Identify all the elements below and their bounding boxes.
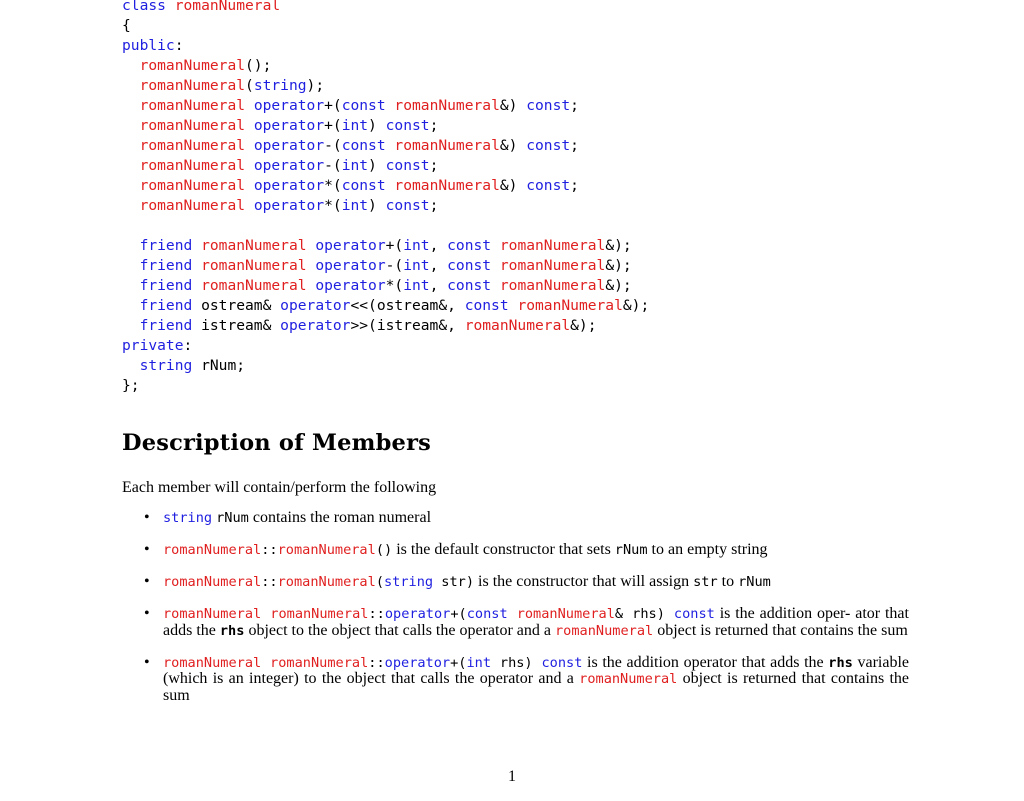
code-keyword: friend [139, 237, 193, 254]
member-description-item [141, 510, 909, 527]
inline-code: romanNumeral [516, 606, 615, 622]
code-text: &) [499, 177, 527, 194]
code-text [122, 257, 140, 274]
code-text [122, 297, 140, 314]
code-keyword: friend [139, 297, 193, 314]
description-text: object is returned that contains the sum [653, 621, 908, 639]
inline-code: :: [261, 574, 278, 590]
inline-code [261, 655, 270, 671]
code-text [122, 117, 140, 134]
description-text: is the addition oper- ator that adds the [163, 605, 909, 639]
inline-code: romanNumeral [277, 574, 376, 590]
bullet-icon: • [144, 541, 150, 558]
bullet-icon: • [144, 605, 150, 622]
code-text [491, 237, 500, 254]
inline-code: :: [368, 606, 385, 622]
code-line [122, 116, 649, 136]
description-text: object is returned that contains the sum [163, 670, 910, 704]
code-keyword: const [385, 157, 430, 174]
code-line [122, 56, 649, 76]
code-line [122, 196, 649, 216]
code-keyword: class [122, 0, 175, 14]
code-type-name: romanNumeral [464, 317, 571, 334]
inline-code: romanNumeral [277, 542, 376, 558]
code-text: ; [429, 197, 439, 214]
code-text [122, 97, 140, 114]
code-text [307, 237, 316, 254]
code-keyword: operator [253, 157, 325, 174]
inline-code [261, 606, 270, 622]
code-text: }; [122, 377, 140, 394]
inline-code: romanNumeral [270, 606, 369, 622]
code-text [245, 137, 254, 154]
code-text: : [174, 37, 184, 54]
code-keyword: const [385, 117, 430, 134]
bullet-icon: • [144, 573, 150, 590]
inline-code: rNum [738, 574, 771, 590]
code-text: &); [605, 237, 632, 254]
code-text [307, 277, 316, 294]
code-text: *( [385, 277, 404, 294]
code-type-name: romanNumeral [517, 297, 623, 314]
code-keyword: const [447, 257, 492, 274]
code-text: &); [570, 317, 597, 334]
code-text [122, 237, 140, 254]
code-line [122, 36, 649, 56]
code-text [122, 357, 140, 374]
member-description-item [141, 606, 909, 639]
member-description-item [141, 655, 909, 705]
code-keyword: operator [315, 237, 386, 254]
member-description-item [141, 542, 909, 559]
code-type-name: romanNumeral [394, 97, 500, 114]
code-line [122, 136, 649, 156]
code-text: &) [499, 137, 527, 154]
code-text: &); [622, 297, 650, 314]
code-line [122, 336, 649, 356]
code-keyword: public [122, 37, 175, 54]
code-keyword: operator [253, 137, 325, 154]
code-text [122, 77, 140, 94]
code-line [122, 276, 649, 296]
code-keyword: int [341, 157, 369, 174]
inline-code: const [541, 654, 583, 671]
description-text: variable (which is an integer) to the object that calls the operator and a [163, 653, 910, 687]
code-text: ; [570, 177, 579, 194]
code-text [307, 257, 316, 274]
inline-code: rNum [216, 510, 249, 526]
code-text: { [122, 17, 131, 34]
description-text: object to the object that calls the operator and a [244, 621, 555, 639]
code-text: -( [385, 257, 404, 274]
code-text: : [183, 337, 193, 354]
code-text: -( [324, 137, 342, 154]
code-keyword: const [447, 277, 492, 294]
inline-code: romanNumeral [554, 622, 654, 639]
code-type-name: romanNumeral [394, 137, 500, 154]
code-text: &) [499, 97, 527, 114]
section-heading: Description of Members [122, 430, 431, 456]
code-keyword: int [403, 237, 430, 254]
code-type-name: romanNumeral [139, 77, 246, 94]
code-type-name: romanNumeral [139, 137, 246, 154]
inline-code: () [375, 542, 393, 558]
inline-code: int [466, 654, 492, 671]
page-number: 1 [508, 768, 516, 785]
member-description-item [141, 574, 909, 591]
code-keyword: friend [139, 257, 193, 274]
code-keyword: const [464, 297, 509, 314]
code-line [122, 296, 649, 316]
code-text: istream& [192, 317, 281, 334]
code-text: +( [324, 117, 342, 134]
code-text: >>(istream&, [350, 317, 465, 334]
inline-code: str) [433, 574, 475, 590]
inline-code [508, 606, 517, 622]
code-text [122, 197, 140, 214]
code-keyword: operator [280, 297, 351, 314]
inline-code: romanNumeral [270, 654, 369, 671]
code-keyword: operator [315, 257, 386, 274]
code-text: (); [245, 57, 272, 74]
code-text: , [429, 277, 448, 294]
code-line [122, 76, 649, 96]
code-type-name: romanNumeral [201, 277, 307, 294]
code-type-name: romanNumeral [139, 97, 246, 114]
inline-code: ( [375, 574, 384, 590]
code-text: ; [429, 157, 439, 174]
code-keyword: operator [253, 97, 325, 114]
code-text: , [429, 237, 448, 254]
code-text: ) [368, 117, 386, 134]
code-text [192, 237, 201, 254]
code-line [122, 236, 649, 256]
code-text [245, 157, 254, 174]
code-line [122, 256, 649, 276]
description-text: is the default constructor that sets [392, 541, 615, 558]
inline-code: const [466, 606, 508, 622]
code-text [245, 197, 254, 214]
code-text [491, 277, 500, 294]
code-text: , [429, 257, 448, 274]
code-type-name: romanNumeral [499, 257, 606, 274]
code-line [122, 96, 649, 116]
code-text: +( [324, 97, 342, 114]
code-keyword: operator [253, 177, 325, 194]
description-text: is the constructor that will assign [474, 573, 694, 590]
code-type-name: romanNumeral [139, 197, 246, 214]
code-text [245, 117, 254, 134]
section-intro: Each member will contain/perform the following [122, 479, 437, 496]
description-text: is the addition operator that adds the [582, 653, 829, 671]
code-text: ( [245, 77, 254, 94]
code-text: ostream& [192, 297, 281, 314]
inline-code: const [673, 606, 715, 622]
code-text [245, 177, 254, 194]
code-text: ; [429, 117, 439, 134]
code-keyword: int [341, 117, 369, 134]
code-line [122, 376, 649, 396]
inline-code: :: [261, 542, 278, 558]
inline-code: string [384, 574, 434, 590]
code-text: <<(ostream&, [350, 297, 465, 314]
code-type-name: romanNumeral [201, 237, 307, 254]
code-line [122, 316, 649, 336]
inline-code: rhs [219, 622, 245, 639]
inline-code: romanNumeral [163, 606, 262, 622]
code-text: ); [306, 77, 325, 94]
code-line [122, 216, 649, 236]
code-keyword: const [526, 97, 571, 114]
code-text [122, 317, 140, 334]
code-keyword: operator [315, 277, 386, 294]
code-keyword: operator [253, 117, 325, 134]
code-keyword: int [403, 277, 430, 294]
code-keyword: private [122, 337, 184, 354]
code-text [122, 137, 140, 154]
bullet-icon: • [144, 653, 150, 671]
code-type-name: romanNumeral [139, 177, 246, 194]
code-type-name: romanNumeral [174, 0, 281, 14]
code-keyword: int [341, 197, 369, 214]
code-text: ) [368, 157, 386, 174]
code-keyword: const [385, 197, 430, 214]
inline-code: +( [450, 654, 467, 671]
inline-code: romanNumeral [163, 574, 262, 590]
code-keyword: const [341, 177, 386, 194]
code-text: +( [385, 237, 404, 254]
inline-code: rhs) [491, 654, 542, 671]
code-text: *( [324, 177, 342, 194]
code-text: ; [570, 137, 579, 154]
inline-code: romanNumeral [579, 671, 678, 687]
inline-code: romanNumeral [163, 654, 262, 671]
code-text [122, 157, 140, 174]
code-keyword: string [253, 77, 307, 94]
code-text [491, 257, 500, 274]
inline-code: str [693, 574, 718, 590]
code-type-name: romanNumeral [499, 277, 606, 294]
inline-code: rhs [828, 654, 853, 671]
code-type-name: romanNumeral [139, 57, 246, 74]
code-keyword: int [403, 257, 430, 274]
code-keyword: friend [139, 277, 193, 294]
code-keyword: const [447, 237, 492, 254]
bullet-icon: • [144, 509, 150, 526]
code-line [122, 156, 649, 176]
code-type-name: romanNumeral [139, 117, 246, 134]
code-keyword: friend [139, 317, 193, 334]
class-declaration-code [122, 0, 649, 396]
code-line [122, 356, 649, 376]
inline-code: operator [384, 654, 451, 671]
code-text [192, 277, 201, 294]
code-keyword: const [526, 177, 571, 194]
inline-code: string [163, 510, 213, 526]
code-text [245, 97, 254, 114]
inline-code: & rhs) [614, 606, 674, 622]
code-text: &); [605, 277, 632, 294]
code-text [122, 177, 140, 194]
code-keyword: string [139, 357, 193, 374]
code-keyword: operator [280, 317, 351, 334]
inline-code: operator [384, 606, 451, 622]
code-text [192, 257, 201, 274]
inline-code: :: [368, 654, 385, 671]
code-type-name: romanNumeral [139, 157, 246, 174]
code-text: -( [324, 157, 342, 174]
description-text: to an empty string [647, 541, 768, 558]
code-keyword: const [341, 137, 386, 154]
code-text [122, 57, 140, 74]
code-line [122, 16, 649, 36]
code-text: &); [605, 257, 632, 274]
code-text: ) [368, 197, 386, 214]
code-text: ; [570, 97, 579, 114]
code-text [122, 277, 140, 294]
code-keyword: const [341, 97, 386, 114]
inline-code: +( [450, 606, 467, 622]
code-text: *( [324, 197, 342, 214]
code-keyword: const [526, 137, 571, 154]
description-text: contains the roman numeral [248, 509, 432, 526]
code-line [122, 0, 649, 16]
code-type-name: romanNumeral [394, 177, 500, 194]
code-type-name: romanNumeral [201, 257, 307, 274]
inline-code: romanNumeral [163, 542, 262, 558]
description-text: to [717, 573, 739, 590]
code-type-name: romanNumeral [499, 237, 606, 254]
code-keyword: operator [253, 197, 325, 214]
member-description-list [141, 510, 909, 720]
code-text: rNum; [192, 357, 246, 374]
inline-code: rNum [614, 542, 648, 558]
code-line [122, 176, 649, 196]
